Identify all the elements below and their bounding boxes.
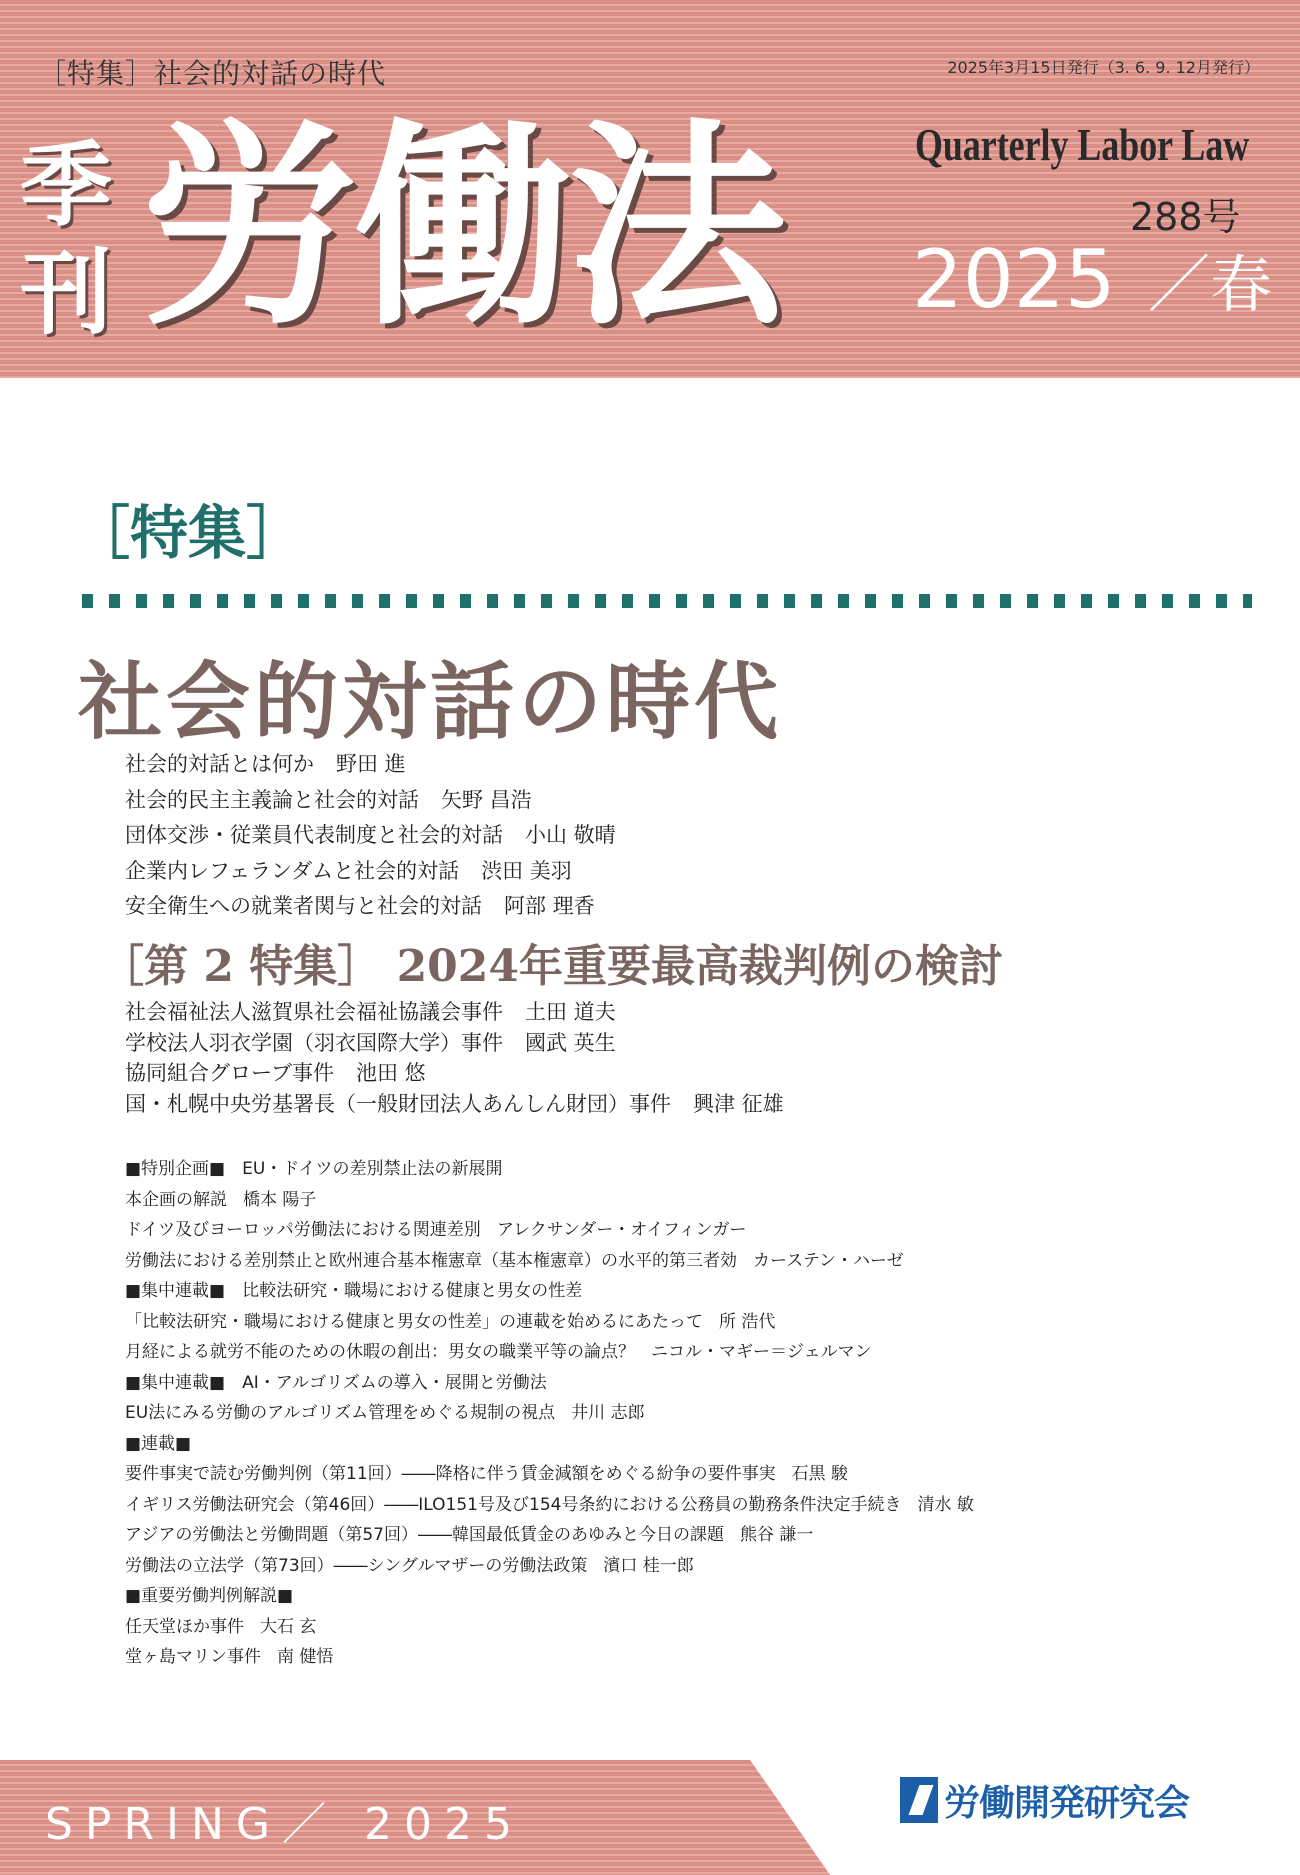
magazine-title: 労働法 [140,102,782,355]
contents-author: 清水 敏 [917,1494,974,1515]
issue-date: 2025年3月15日発行（3. 6. 9. 12月発行） [947,58,1260,77]
article-author: 興津 征雄 [693,1091,784,1116]
contents-title: 任天堂ほか事件 [125,1616,244,1637]
contents-title: ドイツ及びヨーロッパ労働法における関連差別 [125,1220,481,1240]
series-char-ki: 季 [20,132,113,239]
list-item [125,1368,974,1399]
contents-title: ■特別企画■ EU・ドイツの差別禁止法の新展開 [125,1159,503,1179]
list-item [125,1520,974,1551]
contents-title: 要件事実で読む労働判例（第11回）――降格に伴う賃金減額をめぐる紛争の要件事実 [125,1464,776,1484]
contents-title: ■重要労働判例解説■ [125,1586,294,1606]
article-author: 國武 英生 [525,1030,616,1055]
list-item [125,1581,974,1612]
article-title: 学校法人羽衣学園（羽衣国際大学）事件 [125,1030,503,1055]
magazine-title-english: Quarterly Labor Law [915,119,1250,170]
article-title: 安全衛生への就業者関与と社会的対話 [125,894,482,918]
article-title: 社会的対話とは何か [125,752,314,776]
article-title: 社会的民主主義論と社会的対話 [125,787,419,812]
article-author: 小山 敬晴 [525,823,616,847]
list-item [125,1398,974,1429]
contents-author: 井川 志郎 [571,1403,645,1423]
contents-author: 橋本 陽子 [243,1189,317,1210]
list-item [125,1276,974,1307]
list-item [125,1429,974,1460]
second-feature-article-list [125,996,784,1118]
article-author: 池田 悠 [355,1061,426,1085]
list-item [125,996,784,1027]
contents-title: 労働法の立法学（第73回）――シングルマザーの労働法政策 [125,1555,588,1576]
article-title: 社会福祉法人滋賀県社会福祉協議会事件 [125,1000,503,1024]
contents-title: ■集中連載■ 比較法研究・職場における健康と男女の性差 [125,1281,583,1301]
list-item [125,1057,784,1088]
contents-author: カーステン・ハーゼ [753,1250,904,1271]
contents-title: 月経による就労不能のための休暇の創出：男女の職業平等の論点？ [125,1342,635,1362]
article-author: 野田 進 [336,752,406,776]
contents-title: 労働法における差別禁止と欧州連合基本権憲章（基本権憲章）の水平的第三者効 [125,1250,737,1271]
contents-title: ■連載■ [125,1433,192,1454]
feature-article-list [125,748,616,926]
list-item [125,1459,974,1490]
publisher-mark-icon [900,1777,938,1823]
other-contents-list [125,1154,974,1673]
contents-title: ■集中連載■ AI・アルゴリズムの導入・展開と労働法 [125,1372,547,1393]
contents-author: 濱口 桂一郎 [603,1555,694,1576]
dotted-divider [82,594,1252,608]
list-item [125,1642,974,1673]
contents-author: 石黒 駿 [791,1464,849,1484]
list-item [125,819,616,855]
list-item [125,1551,974,1582]
contents-author: ニコル・マギー＝ジェルマン [651,1342,872,1362]
list-item [125,1027,784,1058]
list-item [125,1490,974,1521]
contents-title: 「比較法研究・職場における健康と男女の性差」の連載を始めるにあたって [125,1311,703,1332]
article-author: 渋田 美羽 [481,858,572,883]
contents-author: 所 浩代 [719,1311,776,1332]
list-item [125,1215,974,1246]
list-item [125,1337,974,1368]
publisher-logo [900,1770,1189,1830]
contents-title: 堂ヶ島マリン事件 [125,1647,261,1667]
contents-author: 大石 玄 [260,1616,317,1637]
article-title: 企業内レフェランダムと社会的対話 [125,858,460,883]
list-item [125,1154,974,1185]
contents-author: アレクサンダー・オイフィンガー [496,1220,747,1240]
list-item [125,1307,974,1338]
issue-year: 2025 [912,233,1116,326]
article-author: 阿部 理香 [504,894,595,918]
contents-author: 南 健悟 [277,1647,334,1667]
list-item [125,1612,974,1643]
list-item [125,1246,974,1277]
contents-author: 熊谷 謙一 [739,1525,814,1545]
contents-title: 本企画の解説 [125,1189,227,1210]
article-title: 団体交渉・従業員代表制度と社会的対話 [125,823,503,847]
masthead-feature-line: ［特集］社会的対話の時代 [38,57,387,90]
list-item [125,1088,784,1119]
second-feature-title: ［第 2 特集］ 2024年重要最高裁判例の検討 [100,941,1004,992]
feature-title: 社会的対話の時代 [78,652,783,751]
contents-title: EU法にみる労働のアルゴリズム管理をめぐる規制の視点 [125,1403,556,1423]
feature-tag: ［特集］ [72,499,305,567]
article-author: 矢野 昌浩 [441,787,532,812]
contents-title: イギリス労働法研究会（第46回）――ILO151号及び154号条約における公務員の勤務条件決定手続き [125,1494,902,1515]
article-title: 国・札幌中央労基署長（一般財団法人あんしん財団）事件 [125,1091,671,1116]
series-char-kan: 刊 [20,240,113,347]
issue-number: 288号 [1130,195,1241,239]
list-item [125,855,616,891]
article-author: 土田 道夫 [525,1000,616,1024]
publisher-name: 労働開発研究会 [944,1782,1190,1824]
article-title: 協同組合グローブ事件 [125,1061,334,1085]
issue-season: ／春 [1148,248,1273,321]
list-item [125,1185,974,1216]
list-item [125,748,616,784]
footer-season-year: SPRING／ 2025 [45,1799,524,1850]
contents-title: アジアの労働法と労働問題（第57回）――韓国最低賃金のあゆみと今日の課題 [125,1525,724,1545]
list-item [125,784,616,820]
list-item [125,890,616,926]
